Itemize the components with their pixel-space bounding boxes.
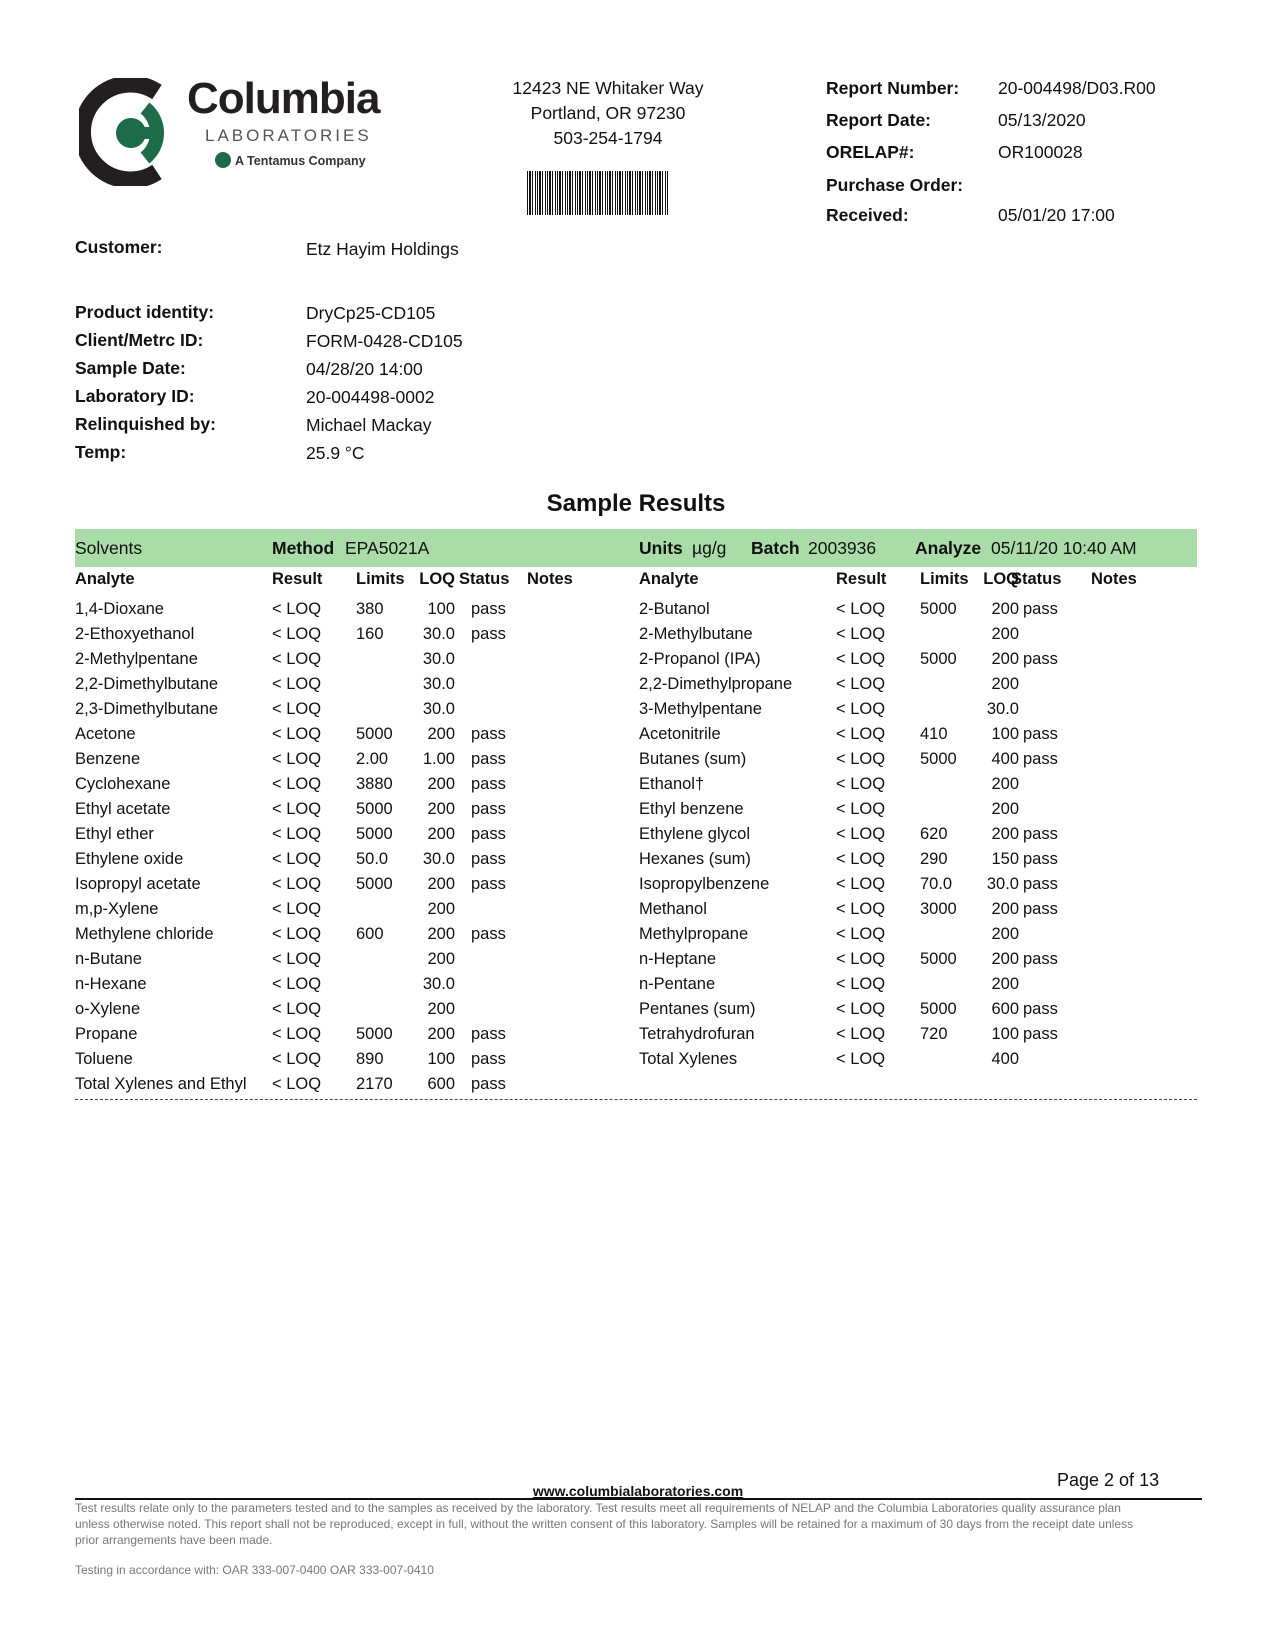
cell-analyte: Benzene bbox=[75, 750, 141, 768]
cell-status: pass bbox=[471, 750, 506, 768]
report-label: Purchase Order: bbox=[826, 175, 964, 195]
cell-loq: 30.0 bbox=[422, 850, 455, 868]
batch-label: Batch bbox=[751, 538, 800, 558]
tentamus-icon bbox=[215, 152, 231, 168]
sample-label: Client/Metrc ID: bbox=[75, 330, 204, 350]
cell-result: < LOQ bbox=[836, 975, 886, 993]
report-value: OR100028 bbox=[998, 142, 1083, 162]
cell-status: pass bbox=[1023, 850, 1058, 868]
cell-analyte: Pentanes (sum) bbox=[639, 1000, 756, 1018]
sample-value: 25.9 °C bbox=[306, 443, 365, 463]
cell-analyte: Methanol bbox=[639, 900, 707, 918]
units-value: µg/g bbox=[692, 538, 727, 558]
cell-status: pass bbox=[1023, 650, 1058, 668]
cell-loq: 200 bbox=[427, 725, 455, 743]
column-header-analyte: Analyte bbox=[639, 570, 699, 588]
customer-label: Customer: bbox=[75, 237, 163, 257]
cell-status: pass bbox=[471, 800, 506, 818]
method-label: Method bbox=[272, 538, 335, 558]
cell-loq: 100 bbox=[427, 600, 455, 618]
cell-limit: 3000 bbox=[920, 900, 957, 918]
cell-status: pass bbox=[1023, 825, 1058, 843]
method-value: EPA5021A bbox=[345, 538, 430, 558]
cell-analyte: 2-Ethoxyethanol bbox=[75, 625, 195, 643]
report-label: Report Date: bbox=[826, 110, 932, 130]
cell-loq: 600 bbox=[991, 1000, 1019, 1018]
cell-result: < LOQ bbox=[272, 625, 322, 643]
cell-loq: 30.0 bbox=[422, 625, 455, 643]
column-header-status: Status bbox=[1011, 570, 1062, 588]
sample-label: Product identity: bbox=[75, 302, 215, 322]
cell-loq: 200 bbox=[427, 1025, 455, 1043]
cell-loq: 200 bbox=[991, 900, 1019, 918]
cell-analyte: Propane bbox=[75, 1025, 138, 1043]
disclaimer-line2: unless otherwise noted. This report shall not be reproduced, except in full, without the written consent of this laboratory. Samples will be retained for a maximum of 30 days from the receipt date unless bbox=[75, 1517, 1134, 1531]
cell-loq: 200 bbox=[991, 825, 1019, 843]
cell-analyte: Toluene bbox=[75, 1050, 133, 1068]
cell-analyte: Acetone bbox=[75, 725, 136, 743]
cell-limit: 290 bbox=[920, 850, 948, 868]
cell-limit: 2170 bbox=[356, 1075, 393, 1093]
cell-result: < LOQ bbox=[272, 900, 322, 918]
column-header-result: Result bbox=[836, 570, 887, 588]
disclaimer-line3: prior arrangements have been made. bbox=[75, 1533, 273, 1547]
section-title: Sample Results bbox=[546, 490, 726, 517]
cell-loq: 200 bbox=[427, 925, 455, 943]
cell-result: < LOQ bbox=[836, 925, 886, 943]
cell-analyte: n-Pentane bbox=[639, 975, 716, 993]
batch-value: 2003936 bbox=[808, 538, 877, 558]
cell-loq: 30.0 bbox=[986, 700, 1019, 718]
sample-label: Temp: bbox=[75, 442, 127, 462]
cell-result: < LOQ bbox=[836, 1050, 886, 1068]
cell-analyte: n-Hexane bbox=[75, 975, 147, 993]
units-label: Units bbox=[639, 538, 683, 558]
cell-loq: 1.00 bbox=[422, 750, 455, 768]
logo-mark-icon bbox=[79, 78, 187, 186]
cell-result: < LOQ bbox=[836, 900, 886, 918]
logo-name: Columbia bbox=[187, 74, 380, 123]
cell-limit: 70.0 bbox=[920, 875, 953, 893]
cell-loq: 100 bbox=[427, 1050, 455, 1068]
cell-limit: 5000 bbox=[920, 650, 957, 668]
cell-analyte: Methylpropane bbox=[639, 925, 749, 943]
cell-limit: 890 bbox=[356, 1050, 384, 1068]
cell-analyte: n-Butane bbox=[75, 950, 142, 968]
cell-result: < LOQ bbox=[272, 1000, 322, 1018]
cell-limit: 380 bbox=[356, 600, 384, 618]
cell-status: pass bbox=[471, 775, 506, 793]
cell-loq: 200 bbox=[991, 800, 1019, 818]
cell-limit: 5000 bbox=[356, 825, 393, 843]
cell-loq: 30.0 bbox=[422, 975, 455, 993]
cell-status: pass bbox=[471, 1025, 506, 1043]
cell-loq: 200 bbox=[427, 775, 455, 793]
cell-loq: 200 bbox=[991, 775, 1019, 793]
cell-loq: 200 bbox=[991, 925, 1019, 943]
cell-analyte: 1,4-Dioxane bbox=[75, 600, 164, 618]
column-header-loq: LOQ bbox=[419, 570, 455, 588]
cell-loq: 200 bbox=[991, 625, 1019, 643]
cell-status: pass bbox=[471, 875, 506, 893]
cell-analyte: m,p-Xylene bbox=[75, 900, 159, 918]
cell-analyte: 2,2-Dimethylbutane bbox=[75, 675, 219, 693]
sample-value: DryCp25-CD105 bbox=[306, 303, 436, 323]
cell-result: < LOQ bbox=[836, 875, 886, 893]
cell-loq: 150 bbox=[991, 850, 1019, 868]
cell-result: < LOQ bbox=[272, 700, 322, 718]
cell-result: < LOQ bbox=[836, 1000, 886, 1018]
cell-result: < LOQ bbox=[272, 750, 322, 768]
cell-result: < LOQ bbox=[272, 725, 322, 743]
report-value: 20-004498/D03.R00 bbox=[998, 78, 1156, 98]
cell-limit: 5000 bbox=[356, 1025, 393, 1043]
cell-limit: 600 bbox=[356, 925, 384, 943]
cell-result: < LOQ bbox=[272, 975, 322, 993]
cell-analyte: o-Xylene bbox=[75, 1000, 141, 1018]
page-number: Page 2 of 13 bbox=[1057, 1470, 1160, 1490]
column-header-notes: Notes bbox=[527, 570, 573, 588]
cell-result: < LOQ bbox=[272, 825, 322, 843]
cell-analyte: Cyclohexane bbox=[75, 775, 171, 793]
cell-loq: 200 bbox=[991, 600, 1019, 618]
cell-loq: 200 bbox=[991, 975, 1019, 993]
website-link[interactable]: www.columbialaboratories.com bbox=[532, 1483, 744, 1499]
cell-status: pass bbox=[471, 625, 506, 643]
cell-limit: 160 bbox=[356, 625, 384, 643]
cell-loq: 100 bbox=[991, 1025, 1019, 1043]
cell-result: < LOQ bbox=[836, 625, 886, 643]
cell-result: < LOQ bbox=[272, 925, 322, 943]
cell-analyte: Total Xylenes bbox=[639, 1050, 738, 1068]
cell-result: < LOQ bbox=[272, 775, 322, 793]
cell-result: < LOQ bbox=[836, 675, 886, 693]
cell-loq: 200 bbox=[991, 950, 1019, 968]
cell-analyte: Isopropyl acetate bbox=[75, 875, 201, 893]
cell-loq: 30.0 bbox=[422, 675, 455, 693]
sample-label: Relinquished by: bbox=[75, 414, 216, 434]
cell-limit: 5000 bbox=[356, 800, 393, 818]
cell-analyte: 3-Methylpentane bbox=[639, 700, 762, 718]
cell-loq: 30.0 bbox=[986, 875, 1019, 893]
cell-limit: 410 bbox=[920, 725, 948, 743]
cell-loq: 200 bbox=[427, 900, 455, 918]
column-header-limits: Limits bbox=[920, 570, 969, 588]
cell-loq: 100 bbox=[991, 725, 1019, 743]
cell-result: < LOQ bbox=[272, 950, 322, 968]
cell-result: < LOQ bbox=[836, 800, 886, 818]
cell-analyte: 2,2-Dimethylpropane bbox=[639, 675, 793, 693]
customer-value: Etz Hayim Holdings bbox=[306, 239, 459, 259]
column-header-loq: LOQ bbox=[983, 570, 1019, 588]
cell-status: pass bbox=[471, 1050, 506, 1068]
cell-loq: 200 bbox=[991, 675, 1019, 693]
address-line1: 12423 NE Whitaker Way bbox=[512, 78, 704, 98]
report-label: Report Number: bbox=[826, 78, 960, 98]
cell-result: < LOQ bbox=[836, 775, 886, 793]
cell-analyte: Ethyl benzene bbox=[639, 800, 744, 818]
report-label: ORELAP#: bbox=[826, 142, 915, 162]
cell-analyte: 2-Methylpentane bbox=[75, 650, 198, 668]
sample-value: 20-004498-0002 bbox=[306, 387, 435, 407]
cell-result: < LOQ bbox=[836, 600, 886, 618]
cell-status: pass bbox=[471, 825, 506, 843]
cell-result: < LOQ bbox=[272, 875, 322, 893]
cell-loq: 200 bbox=[427, 825, 455, 843]
cell-status: pass bbox=[471, 850, 506, 868]
cell-status: pass bbox=[471, 600, 506, 618]
cell-loq: 200 bbox=[427, 800, 455, 818]
cell-result: < LOQ bbox=[272, 600, 322, 618]
report-value: 05/13/2020 bbox=[998, 110, 1086, 130]
cell-loq: 200 bbox=[991, 650, 1019, 668]
cell-analyte: Tetrahydrofuran bbox=[639, 1025, 755, 1043]
cell-status: pass bbox=[1023, 600, 1058, 618]
cell-loq: 30.0 bbox=[422, 700, 455, 718]
cell-limit: 5000 bbox=[920, 750, 957, 768]
cell-limit: 5000 bbox=[920, 600, 957, 618]
footer-divider bbox=[75, 1498, 1202, 1500]
report-label: Received: bbox=[826, 205, 909, 225]
cell-limit: 720 bbox=[920, 1025, 948, 1043]
cell-limit: 50.0 bbox=[356, 850, 389, 868]
cell-result: < LOQ bbox=[836, 725, 886, 743]
cell-status: pass bbox=[1023, 1000, 1058, 1018]
cell-result: < LOQ bbox=[272, 1050, 322, 1068]
analyze-value: 05/11/20 10:40 AM bbox=[991, 538, 1137, 558]
cell-status: pass bbox=[1023, 725, 1058, 743]
cell-analyte: 2,3-Dimethylbutane bbox=[75, 700, 219, 718]
cell-status: pass bbox=[471, 1075, 506, 1093]
cell-analyte: Hexanes (sum) bbox=[639, 850, 751, 868]
cell-analyte: 2-Butanol bbox=[639, 600, 710, 618]
cell-result: < LOQ bbox=[836, 825, 886, 843]
column-header-result: Result bbox=[272, 570, 323, 588]
cell-analyte: 2-Propanol (IPA) bbox=[639, 650, 761, 668]
cell-limit: 5000 bbox=[920, 950, 957, 968]
cell-loq: 400 bbox=[991, 750, 1019, 768]
cell-loq: 200 bbox=[427, 1000, 455, 1018]
cell-result: < LOQ bbox=[836, 1025, 886, 1043]
sample-value: FORM-0428-CD105 bbox=[306, 331, 463, 351]
cell-status: pass bbox=[1023, 900, 1058, 918]
column-header-notes: Notes bbox=[1091, 570, 1137, 588]
cell-analyte: Methylene chloride bbox=[75, 925, 214, 943]
cell-analyte: Butanes (sum) bbox=[639, 750, 747, 768]
cell-analyte: Ethanol† bbox=[639, 775, 705, 793]
cell-status: pass bbox=[471, 925, 506, 943]
cell-result: < LOQ bbox=[272, 650, 322, 668]
cell-result: < LOQ bbox=[272, 1025, 322, 1043]
cell-result: < LOQ bbox=[836, 750, 886, 768]
cell-loq: 600 bbox=[427, 1075, 455, 1093]
cell-analyte: Ethyl ether bbox=[75, 825, 154, 843]
cell-result: < LOQ bbox=[836, 650, 886, 668]
cell-limit: 5000 bbox=[356, 725, 393, 743]
cell-result: < LOQ bbox=[836, 700, 886, 718]
sample-label: Sample Date: bbox=[75, 358, 186, 378]
cell-loq: 400 bbox=[991, 1050, 1019, 1068]
logo-subtitle: LABORATORIES bbox=[205, 126, 372, 145]
column-header-limits: Limits bbox=[356, 570, 405, 588]
cell-loq: 200 bbox=[427, 950, 455, 968]
address-line2: Portland, OR 97230 bbox=[530, 103, 686, 123]
cell-result: < LOQ bbox=[272, 800, 322, 818]
sample-label: Laboratory ID: bbox=[75, 386, 195, 406]
cell-result: < LOQ bbox=[272, 1075, 322, 1093]
analyze-label: Analyze bbox=[915, 538, 982, 558]
cell-analyte: Ethylene glycol bbox=[639, 825, 750, 843]
table-end-divider bbox=[75, 1099, 1197, 1100]
sample-value: Michael Mackay bbox=[306, 415, 432, 435]
cell-loq: 30.0 bbox=[422, 650, 455, 668]
cell-analyte: Ethyl acetate bbox=[75, 800, 171, 818]
cell-analyte: Isopropylbenzene bbox=[639, 875, 770, 893]
cell-result: < LOQ bbox=[272, 675, 322, 693]
cell-analyte: 2-Methylbutane bbox=[639, 625, 753, 643]
sample-value: 04/28/20 14:00 bbox=[306, 359, 423, 379]
cell-limit: 2.00 bbox=[356, 750, 389, 768]
barcode bbox=[527, 171, 668, 215]
cell-analyte: n-Heptane bbox=[639, 950, 717, 968]
category: Solvents bbox=[75, 538, 143, 558]
cell-analyte: Total Xylenes and Ethyl bbox=[75, 1075, 247, 1093]
cell-status: pass bbox=[1023, 875, 1058, 893]
cell-analyte: Acetonitrile bbox=[639, 725, 721, 743]
address-phone: 503-254-1794 bbox=[553, 128, 663, 148]
column-header-status: Status bbox=[459, 570, 510, 588]
company-logo bbox=[79, 74, 409, 186]
cell-result: < LOQ bbox=[836, 950, 886, 968]
cell-limit: 5000 bbox=[356, 875, 393, 893]
cell-status: pass bbox=[1023, 1025, 1058, 1043]
cell-status: pass bbox=[1023, 750, 1058, 768]
column-header-analyte: Analyte bbox=[75, 570, 135, 588]
cell-analyte: Ethylene oxide bbox=[75, 850, 184, 868]
disclaimer-line1: Test results relate only to the parameters tested and to the samples as received by the laboratory. Test results meet all requirements of NELAP and the Columbia Laboratories quality assurance plan bbox=[75, 1501, 1121, 1515]
cell-status: pass bbox=[1023, 950, 1058, 968]
cell-limit: 3880 bbox=[356, 775, 393, 793]
cell-limit: 5000 bbox=[920, 1000, 957, 1018]
testing-note: Testing in accordance with: OAR 333-007-0400 OAR 333-007-0410 bbox=[75, 1563, 434, 1577]
report-value: 05/01/20 17:00 bbox=[998, 205, 1115, 225]
cell-loq: 200 bbox=[427, 875, 455, 893]
cell-result: < LOQ bbox=[272, 850, 322, 868]
cell-limit: 620 bbox=[920, 825, 948, 843]
logo-tagline: A Tentamus Company bbox=[235, 154, 366, 168]
cell-status: pass bbox=[471, 725, 506, 743]
cell-result: < LOQ bbox=[836, 850, 886, 868]
